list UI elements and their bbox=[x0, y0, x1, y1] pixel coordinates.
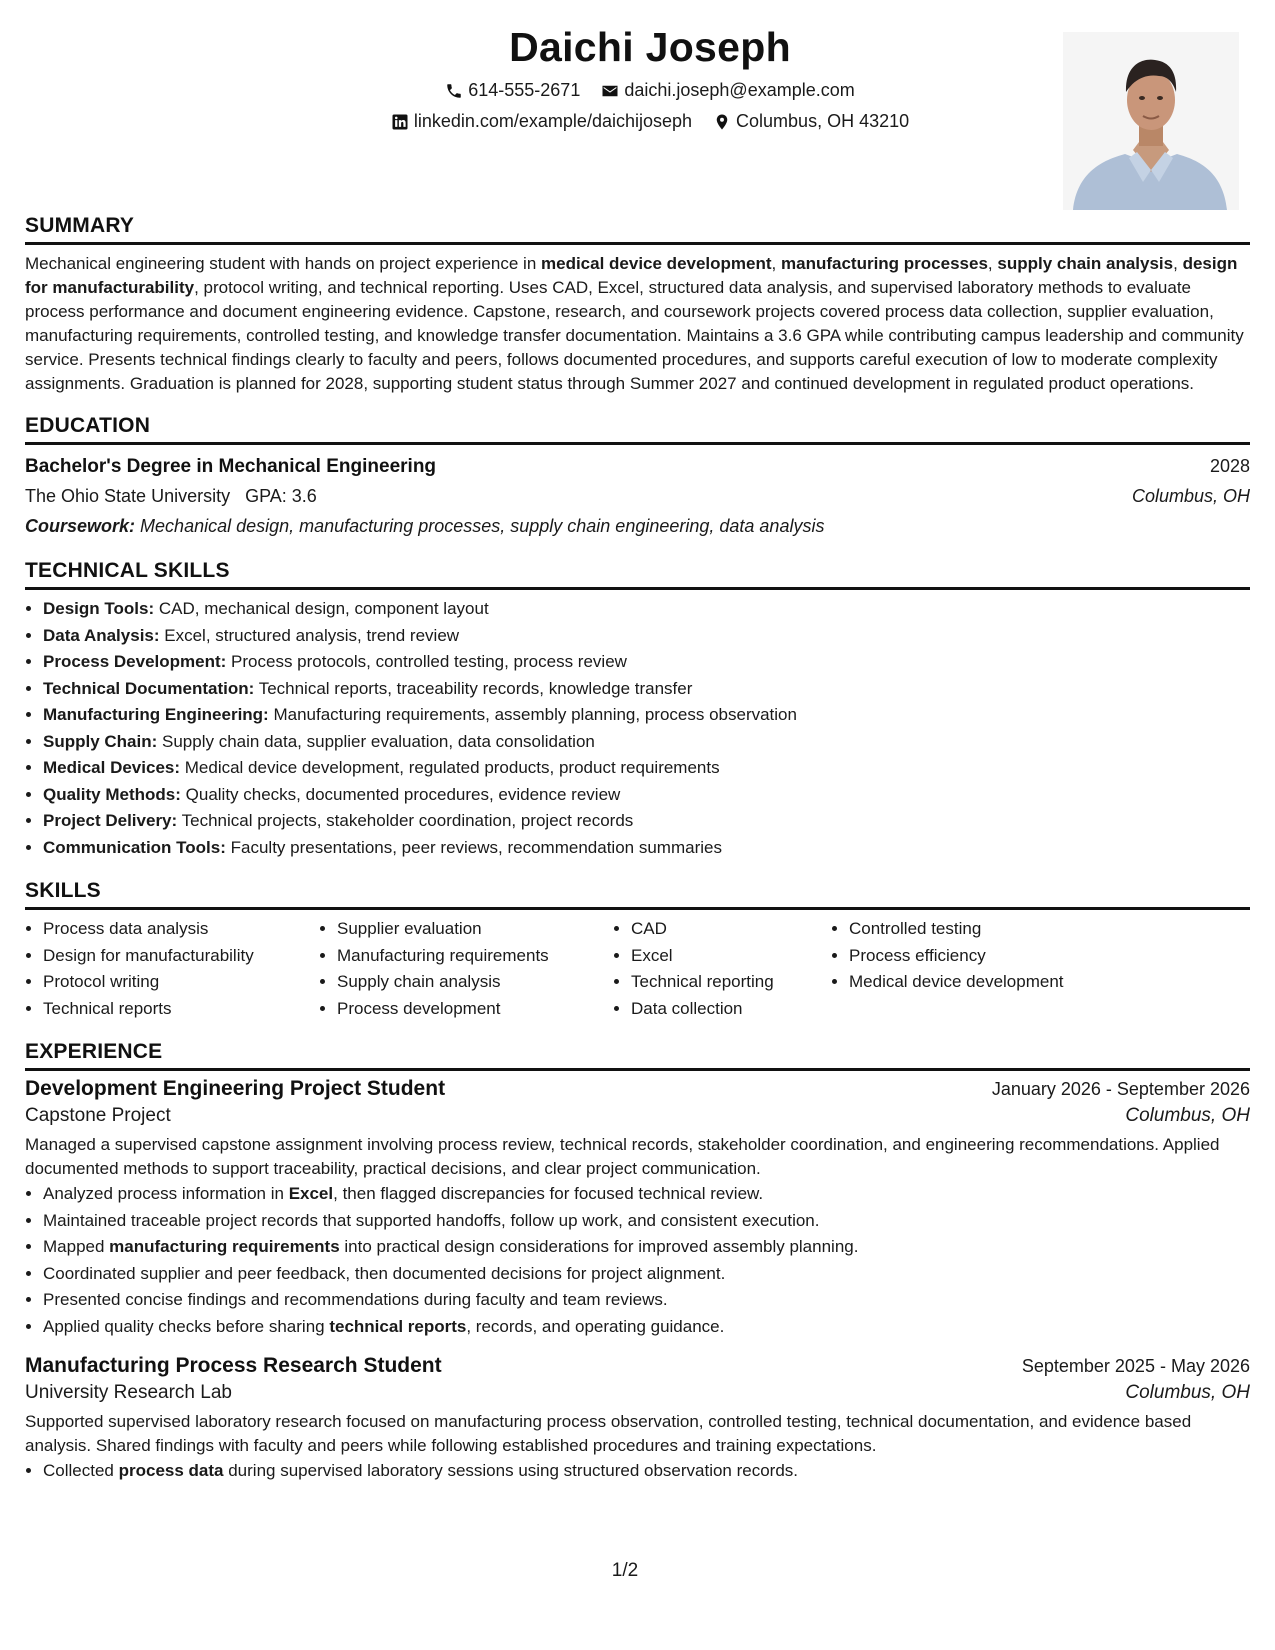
bullet-text: Coordinated supplier and peer feedback, then documented decisions for project alignment. bbox=[43, 1263, 726, 1283]
list-item bbox=[43, 1261, 1250, 1288]
skill-label: Data Analysis: bbox=[43, 625, 160, 645]
job-organization: University Research Lab bbox=[25, 1382, 232, 1403]
summary-keyword: medical device development bbox=[541, 254, 772, 273]
graduation-year: 2028 bbox=[1209, 456, 1250, 476]
summary-text-part: , protocol writing, and technical reporting. Uses CAD, Excel, structured data analysis, and supervised laboratory methods to evaluate process performance and document engineering evidence. Capstone, research, and coursework projects covered process data collection, supplier evaluation, manufacturing requirements, controlled testing, and knowledge transfer documentation. Maintains a 3.6 GPA while contributing campus leadership and community service. Presents technical findings clearly to faculty and peers, follows documented procedures, and supports careful execution of low to moderate complexity assignments. Graduation is planned for 2028, supporting student status through Summer 2027 and continued development in regulated product operations. bbox=[25, 278, 1244, 393]
summary-text-part: , bbox=[1173, 254, 1183, 273]
job-dates: September 2025 - May 2026 bbox=[1021, 1356, 1250, 1376]
summary-keyword: design for manufacturability bbox=[25, 254, 1238, 297]
job-description: Supported supervised laboratory research focused on manufacturing process observation, controlled testing, technical documentation, and evidence based analysis. Shared findings with faculty and peers while following established procedures and training expectations. bbox=[25, 1412, 1192, 1455]
coursework-text: Mechanical design, manufacturing processes, supply chain engineering, data analysis bbox=[140, 516, 825, 536]
job-org-row bbox=[25, 1382, 1250, 1404]
experience-section bbox=[25, 1040, 1250, 1485]
summary-text-part: Mechanical engineering student with hands on project experience in bbox=[25, 254, 541, 273]
bullet-keyword: Excel bbox=[288, 1184, 334, 1203]
list-item: • Technical reporting bbox=[631, 969, 831, 996]
bullet-text: during supervised laboratory sessions using structured observation records. bbox=[223, 1461, 799, 1480]
skill-text: CAD, mechanical design, component layout bbox=[158, 599, 489, 618]
school-name: The Ohio State University bbox=[25, 486, 231, 506]
list-item: • Medical device development bbox=[849, 969, 1109, 996]
skills-heading: SKILLS bbox=[25, 879, 1250, 910]
location-text: Columbus, OH 43210 bbox=[736, 111, 910, 131]
summary-text-part: , bbox=[987, 254, 998, 273]
bullet-keyword: manufacturing requirements bbox=[109, 1237, 340, 1256]
profile-photo bbox=[1063, 32, 1239, 210]
job-org-row bbox=[25, 1105, 1250, 1127]
education-section bbox=[25, 414, 1250, 541]
job-title: Development Engineering Project Student bbox=[25, 1077, 446, 1100]
job-location: Columbus, OH bbox=[1125, 1382, 1250, 1403]
list-item bbox=[43, 702, 1250, 729]
skill-text: Process protocols, controlled testing, process review bbox=[231, 652, 627, 671]
phone-text[interactable]: 614-555-2671 bbox=[468, 80, 581, 100]
list-item: • Data collection bbox=[631, 996, 831, 1023]
email-text[interactable]: daichi.joseph@example.com bbox=[624, 80, 855, 100]
list-item bbox=[43, 1314, 1250, 1341]
school-location: Columbus, OH bbox=[1131, 486, 1250, 506]
job-bullets bbox=[25, 1458, 1250, 1485]
list-item: • Design for manufacturability bbox=[43, 943, 319, 970]
list-item: • CAD bbox=[631, 916, 831, 943]
list-item: • Process efficiency bbox=[849, 943, 1109, 970]
list-item bbox=[43, 1234, 1250, 1261]
list-item bbox=[43, 808, 1250, 835]
education-heading: EDUCATION bbox=[25, 414, 1250, 445]
skills-column-2 bbox=[319, 916, 613, 1022]
skills-section bbox=[25, 879, 1250, 1022]
summary-text-part: , bbox=[771, 254, 781, 273]
degree-name: Bachelor's Degree in Mechanical Engineering bbox=[25, 456, 437, 477]
job-title-row bbox=[25, 1077, 1250, 1101]
list-item bbox=[43, 729, 1250, 756]
envelope-icon bbox=[601, 82, 619, 100]
list-item bbox=[43, 1208, 1250, 1235]
education-school-row bbox=[25, 481, 1250, 511]
list-item bbox=[43, 676, 1250, 703]
list-item: • Process data analysis bbox=[43, 916, 319, 943]
summary-section bbox=[25, 214, 1250, 396]
list-item: • Manufacturing requirements bbox=[337, 943, 613, 970]
skill-text: Faculty presentations, peer reviews, recommendation summaries bbox=[230, 837, 722, 857]
skill-label: Supply Chain: bbox=[43, 731, 158, 751]
list-item: • Technical reports bbox=[43, 996, 319, 1023]
experience-heading: EXPERIENCE bbox=[25, 1040, 1250, 1071]
list-item bbox=[43, 835, 1250, 862]
linkedin-icon bbox=[391, 113, 409, 131]
bullet-text: Applied quality checks before sharing bbox=[43, 1316, 330, 1336]
job-bullets bbox=[25, 1181, 1250, 1340]
technical-skills-heading: TECHNICAL SKILLS bbox=[25, 559, 1250, 590]
list-item bbox=[43, 755, 1250, 782]
bullet-keyword: process data bbox=[118, 1461, 224, 1480]
email-item bbox=[601, 80, 854, 101]
coursework bbox=[25, 511, 1250, 541]
skill-label: Technical Documentation: bbox=[43, 678, 255, 698]
bullet-text: , records, and operating guidance. bbox=[466, 1316, 725, 1336]
bullet-keyword: technical reports bbox=[329, 1316, 467, 1336]
list-item bbox=[43, 1287, 1250, 1314]
education-degree-row bbox=[25, 451, 1250, 481]
location-item bbox=[713, 111, 909, 132]
skill-text: Medical device development, regulated products, product requirements bbox=[184, 758, 720, 777]
list-item bbox=[43, 596, 1250, 623]
summary-heading: SUMMARY bbox=[25, 214, 1250, 245]
skill-text: Technical projects, stakeholder coordination, project records bbox=[181, 811, 634, 830]
job-entry bbox=[25, 1354, 1250, 1485]
summary-text bbox=[25, 252, 1250, 396]
linkedin-item bbox=[391, 111, 692, 132]
job-description: Managed a supervised capstone assignment involving process review, technical records, stakeholder coordination, and engineering recommendations. Applied documented methods to support traceability, practical decisions, and clear project communication. bbox=[25, 1135, 1220, 1178]
skills-column-3 bbox=[613, 916, 831, 1022]
bullet-text: Maintained traceable project records that supported handoffs, follow up work, and consistent execution. bbox=[43, 1210, 820, 1230]
linkedin-text[interactable]: linkedin.com/example/daichijoseph bbox=[413, 111, 693, 131]
list-item bbox=[43, 782, 1250, 809]
technical-skills-list bbox=[25, 596, 1250, 861]
skill-text: Technical reports, traceability records, knowledge transfer bbox=[258, 678, 693, 698]
phone-item bbox=[445, 80, 580, 101]
list-item bbox=[43, 649, 1250, 676]
skill-text: Supply chain data, supplier evaluation, data consolidation bbox=[162, 731, 595, 751]
phone-icon bbox=[445, 82, 463, 100]
page-number: 1/2 bbox=[611, 1560, 639, 1581]
skill-label: Manufacturing Engineering: bbox=[43, 705, 269, 724]
header bbox=[25, 18, 1250, 214]
list-item: • Supplier evaluation bbox=[337, 916, 613, 943]
job-title-row bbox=[25, 1354, 1250, 1378]
skills-column-4 bbox=[831, 916, 1109, 1022]
skill-label: Project Delivery: bbox=[43, 811, 178, 830]
skill-label: Quality Methods: bbox=[43, 784, 181, 804]
bullet-text: Presented concise findings and recommendations during faculty and team reviews. bbox=[43, 1290, 668, 1309]
gpa: GPA: 3.6 bbox=[245, 486, 317, 506]
list-item: • Process development bbox=[337, 996, 613, 1023]
bullet-text: Mapped bbox=[43, 1237, 110, 1256]
bullet-text: into practical design considerations for improved assembly planning. bbox=[339, 1237, 859, 1256]
skill-text: Excel, structured analysis, trend review bbox=[164, 625, 460, 645]
skill-label: Communication Tools: bbox=[43, 837, 226, 857]
bullet-text: , then flagged discrepancies for focused technical review. bbox=[333, 1184, 764, 1203]
skill-text: Manufacturing requirements, assembly planning, process observation bbox=[273, 705, 797, 724]
list-item bbox=[43, 1181, 1250, 1208]
job-dates: January 2026 - September 2026 bbox=[991, 1079, 1250, 1099]
list-item: • Protocol writing bbox=[43, 969, 319, 996]
skill-label: Process Development: bbox=[43, 652, 227, 671]
list-item bbox=[43, 623, 1250, 650]
skill-text: Quality checks, documented procedures, evidence review bbox=[185, 784, 621, 804]
map-pin-icon bbox=[713, 113, 731, 131]
job-organization: Capstone Project bbox=[25, 1105, 171, 1126]
skills-grid bbox=[25, 916, 1250, 1022]
job-entry bbox=[25, 1077, 1250, 1340]
job-title: Manufacturing Process Research Student bbox=[25, 1354, 442, 1377]
list-item: • Supply chain analysis bbox=[337, 969, 613, 996]
skill-label: Medical Devices: bbox=[43, 758, 181, 777]
candidate-name: Daichi Joseph bbox=[509, 24, 791, 70]
resume-page bbox=[25, 18, 1250, 1485]
list-item bbox=[43, 1458, 1250, 1485]
school-info bbox=[25, 481, 317, 511]
job-location: Columbus, OH bbox=[1125, 1105, 1250, 1126]
coursework-label: Coursework: bbox=[25, 516, 136, 536]
list-item: • Controlled testing bbox=[849, 916, 1109, 943]
skills-column-1 bbox=[25, 916, 319, 1022]
bullet-text: Analyzed process information in bbox=[43, 1184, 289, 1203]
skill-label: Design Tools: bbox=[43, 599, 155, 618]
technical-skills-section bbox=[25, 559, 1250, 861]
list-item: • Excel bbox=[631, 943, 831, 970]
summary-keyword: manufacturing processes bbox=[781, 254, 988, 273]
bullet-text: Collected bbox=[43, 1461, 119, 1480]
summary-keyword: supply chain analysis bbox=[997, 254, 1174, 273]
